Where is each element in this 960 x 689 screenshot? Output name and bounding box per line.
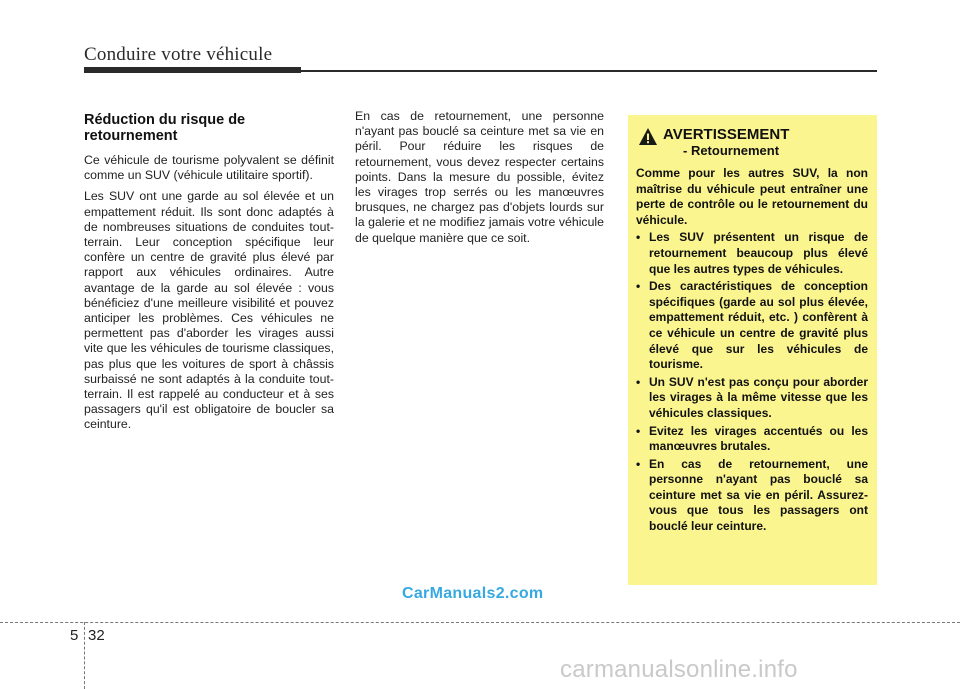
warning-subtitle: - Retournement xyxy=(683,143,780,158)
warning-list-item xyxy=(636,457,868,535)
warning-title: AVERTISSEMENT xyxy=(663,126,790,143)
warning-box xyxy=(628,115,877,585)
body-paragraph: Les SUV ont une garde au sol élevée et un empattement réduit. Ils sont donc adaptés à de nombreuses situations de conduites tout-terrain. Leur conception spécifique leur confère un centre de gravité plus élevé par rapport aux véhicules ordinaires. Autre avantage de la garde au sol élevée : vous bénéficiez d'une meilleure visibilité et pouvez anticiper les problèmes. Ces véhicules ne permettent pas d'aborder les virages aussi vite que les véhicules de tourisme classiques, pas plus que les voitures de sport à châssis surbaissé ne sont adaptés à la conduite tout-terrain. Il est rappelé au conducteur et à ses passagers qu'il est obligatoire de boucler sa ceinture. xyxy=(84,189,334,432)
page-number: 32 xyxy=(88,627,105,644)
warning-item-text: Un SUV n'est pas conçu pour aborder les virages à la même vitesse que les véhicules classiques. xyxy=(649,374,868,420)
left-column xyxy=(84,112,334,439)
warning-item-text: Des caractéristiques de conception spécifiques (garde au sol plus élevée, empattement réduit, etc. ) confèrent à ce véhicule un centre de gravité plus élevé que sur les véhicules de tourisme. xyxy=(649,279,868,372)
warning-item-text: Evitez les virages accentués ou les manœuvres brutales. xyxy=(649,423,868,454)
bullet-icon: • xyxy=(636,423,641,438)
warning-list-item xyxy=(636,424,868,455)
watermark-link[interactable]: CarManuals2.com xyxy=(402,585,544,602)
bullet-icon: • xyxy=(636,279,641,294)
page-header-title: Conduire votre véhicule xyxy=(84,44,273,65)
bullet-icon: • xyxy=(636,456,641,471)
header-rule-thick xyxy=(84,67,301,73)
warning-list-item xyxy=(636,375,868,422)
middle-column xyxy=(355,109,604,252)
footer-divider xyxy=(0,622,960,623)
warning-intro: Comme pour les autres SUV, la non maîtrise du véhicule peut entraîner une perte de contrôle ou le retournement du véhicule. xyxy=(636,166,868,227)
warning-item-text: Les SUV présentent un risque de retournement beaucoup plus élevé que les autres types de véhicules. xyxy=(649,230,868,276)
intro-paragraph: Ce véhicule de tourisme polyvalent se définit comme un SUV (véhicule utilitaire sportif). xyxy=(84,153,334,183)
warning-list xyxy=(636,230,868,534)
chapter-number: 5 xyxy=(70,627,79,644)
warning-list-item xyxy=(636,279,868,373)
warning-header xyxy=(636,123,868,158)
warning-item-text: En cas de retournement, une personne n'ayant pas bouclé sa ceinture met sa vie en péril. Assurez-vous que tous les passagers ont bouclé leur ceinture. xyxy=(649,456,868,534)
warning-list-item xyxy=(636,230,868,277)
site-footer-watermark: carmanualsonline.info xyxy=(560,656,798,683)
header-rule-thin xyxy=(301,70,877,72)
section-heading: Réduction du risque de retournement xyxy=(84,112,246,144)
bullet-icon: • xyxy=(636,374,641,389)
footer-vertical-divider xyxy=(84,622,85,689)
rollover-paragraph: En cas de retournement, une personne n'ayant pas bouclé sa ceinture met sa vie en péril. Pour réduire les risques de retournement, vous devez respecter certains points. Dans la mesure du possible, évitez les virages trop serrés ou les manœuvres brusques, ne chargez pas d'objets lourds sur la galerie et ne modifiez jamais votre véhicule de quelque manière que ce soit. xyxy=(355,109,604,245)
bullet-icon: • xyxy=(636,230,641,245)
warning-triangle-icon xyxy=(638,127,658,147)
